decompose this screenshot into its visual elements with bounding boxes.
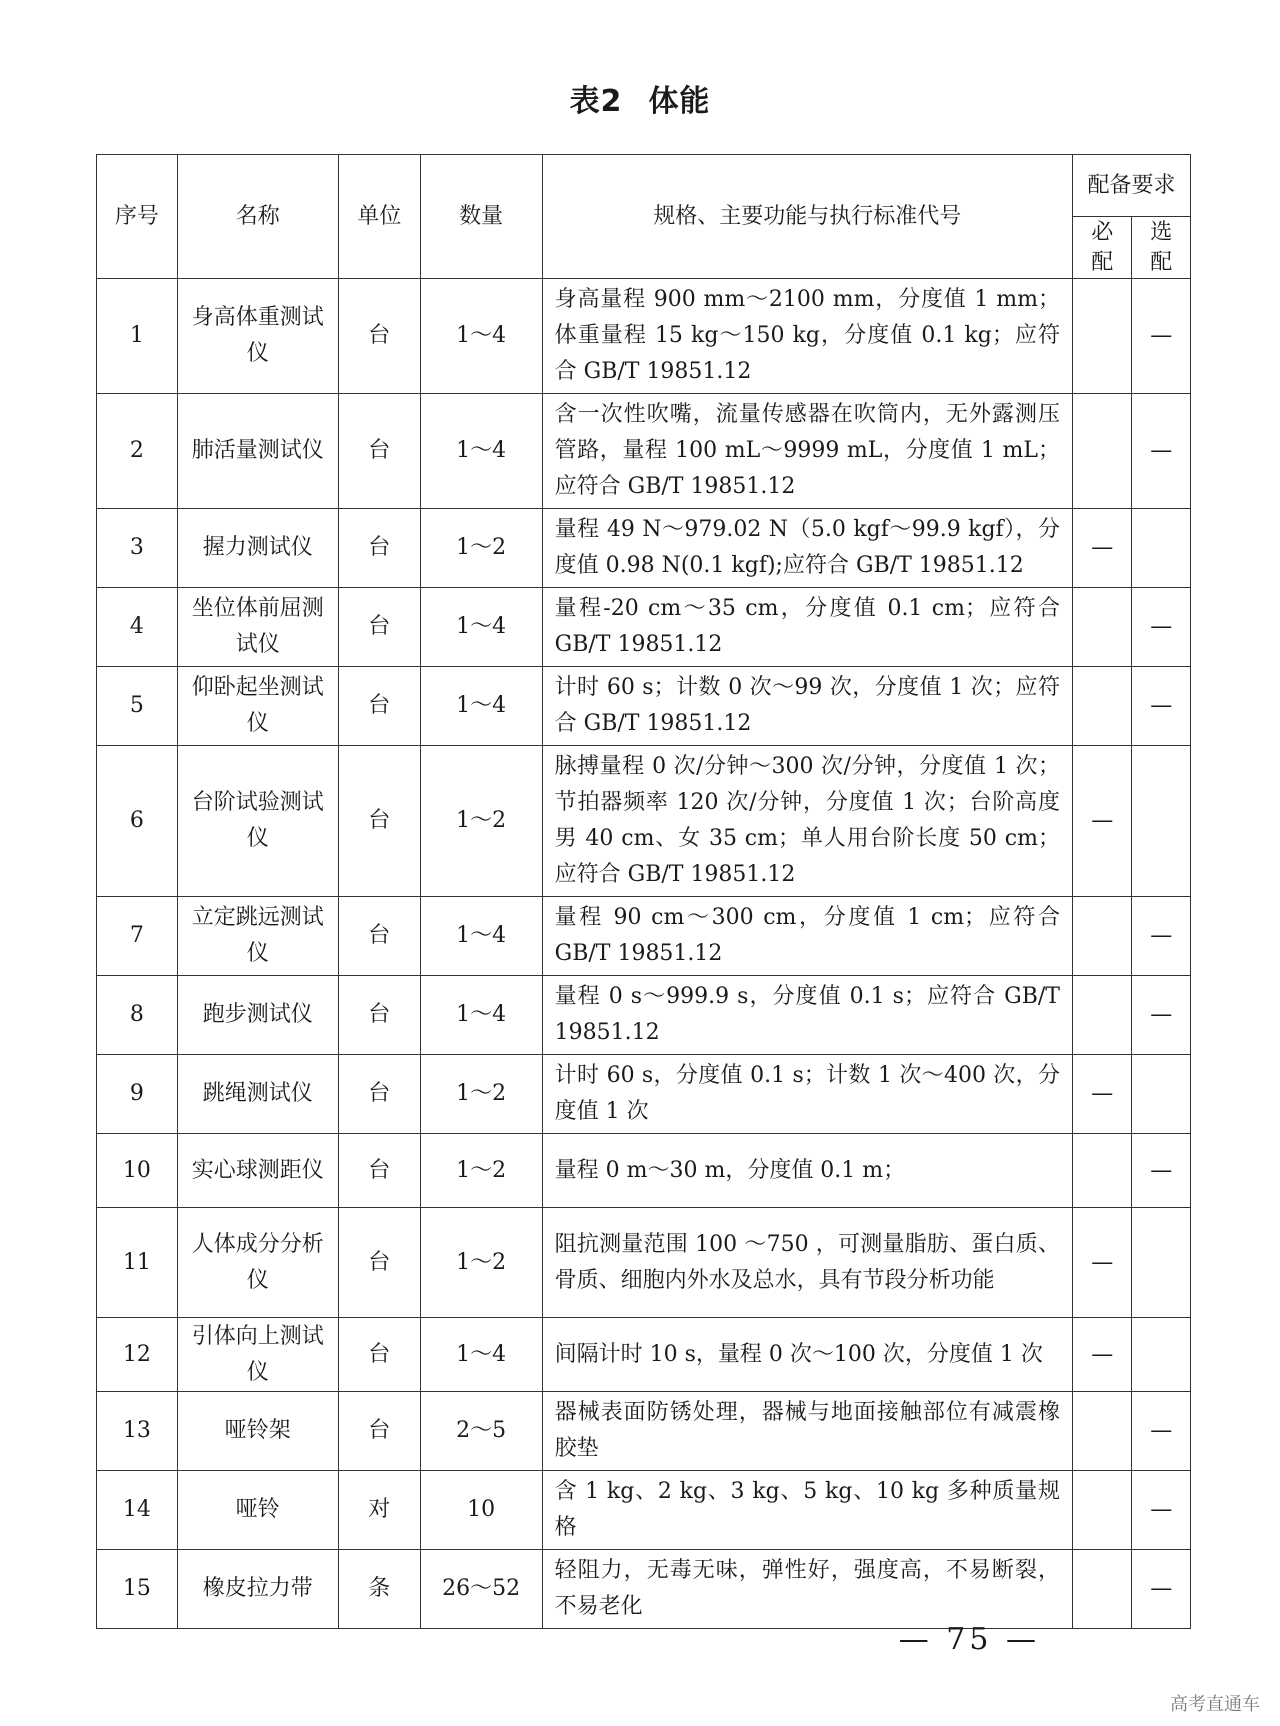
cell-optional	[1132, 746, 1191, 897]
cell-seq: 13	[97, 1392, 178, 1471]
cell-spec: 含一次性吹嘴，流量传感器在吹筒内，无外露测压管路，量程 100 mL～9999 mL，分度值 1 mL；应符合 GB/T 19851.12	[542, 394, 1072, 509]
table-row	[97, 897, 1191, 976]
cell-required	[1072, 1134, 1131, 1208]
table-row	[97, 746, 1191, 897]
cell-qty: 1～4	[420, 1318, 542, 1392]
cell-name: 身高体重测试仪	[177, 279, 338, 394]
cell-name: 肺活量测试仪	[177, 394, 338, 509]
cell-required: —	[1072, 1318, 1131, 1392]
cell-name: 握力测试仪	[177, 509, 338, 588]
cell-seq: 7	[97, 897, 178, 976]
cell-optional: —	[1132, 897, 1191, 976]
cell-optional	[1132, 1318, 1191, 1392]
table-row	[97, 667, 1191, 746]
cell-name: 人体成分分析仪	[177, 1208, 338, 1318]
cell-unit: 台	[338, 1392, 420, 1471]
cell-spec: 器械表面防锈处理，器械与地面接触部位有减震橡胶垫	[542, 1392, 1072, 1471]
cell-qty: 2～5	[420, 1392, 542, 1471]
cell-name: 仰卧起坐测试仪	[177, 667, 338, 746]
table-row	[97, 1550, 1191, 1629]
cell-required: —	[1072, 509, 1131, 588]
header-name: 名称	[177, 155, 338, 279]
cell-unit: 对	[338, 1471, 420, 1550]
cell-optional: —	[1132, 588, 1191, 667]
cell-unit: 台	[338, 976, 420, 1055]
cell-name: 坐位体前屈测试仪	[177, 588, 338, 667]
header-spec: 规格、主要功能与执行标准代号	[542, 155, 1072, 279]
table-name: 体能	[648, 84, 711, 119]
cell-optional	[1132, 1055, 1191, 1134]
cell-seq: 10	[97, 1134, 178, 1208]
cell-name: 台阶试验测试仪	[177, 746, 338, 897]
table-number: 表2	[569, 84, 623, 119]
cell-unit: 台	[338, 588, 420, 667]
cell-qty: 1～4	[420, 976, 542, 1055]
cell-required	[1072, 976, 1131, 1055]
cell-spec: 间隔计时 10 s，量程 0 次～100 次，分度值 1 次	[542, 1318, 1072, 1392]
cell-qty: 1～4	[420, 897, 542, 976]
cell-optional: —	[1132, 667, 1191, 746]
cell-qty: 1～2	[420, 1134, 542, 1208]
cell-spec: 量程 0 s～999.9 s，分度值 0.1 s；应符合 GB/T 19851.12	[542, 976, 1072, 1055]
cell-seq: 2	[97, 394, 178, 509]
cell-unit: 台	[338, 394, 420, 509]
header-optional: 选配	[1132, 217, 1191, 279]
cell-seq: 6	[97, 746, 178, 897]
header-qty: 数量	[420, 155, 542, 279]
cell-seq: 11	[97, 1208, 178, 1318]
cell-unit: 台	[338, 1134, 420, 1208]
cell-qty: 1～4	[420, 588, 542, 667]
table-row	[97, 509, 1191, 588]
cell-unit: 台	[338, 509, 420, 588]
cell-seq: 5	[97, 667, 178, 746]
cell-spec: 脉搏量程 0 次/分钟～300 次/分钟，分度值 1 次；节拍器频率 120 次/分钟，分度值 1 次；台阶高度男 40 cm、女 35 cm；单人用台阶长度 50 cm；应符合 GB/T 19851.12	[542, 746, 1072, 897]
page-number: — 75 —	[898, 1622, 1040, 1657]
cell-optional	[1132, 509, 1191, 588]
cell-qty: 10	[420, 1471, 542, 1550]
cell-seq: 1	[97, 279, 178, 394]
cell-optional: —	[1132, 1134, 1191, 1208]
table-row	[97, 1471, 1191, 1550]
cell-required: —	[1072, 1208, 1131, 1318]
cell-qty: 1～4	[420, 667, 542, 746]
cell-optional: —	[1132, 1471, 1191, 1550]
cell-optional: —	[1132, 394, 1191, 509]
cell-required	[1072, 1471, 1131, 1550]
cell-name: 立定跳远测试仪	[177, 897, 338, 976]
cell-qty: 1～2	[420, 1208, 542, 1318]
cell-optional	[1132, 1208, 1191, 1318]
cell-name: 跳绳测试仪	[177, 1055, 338, 1134]
header-requirement: 配备要求	[1072, 155, 1190, 217]
cell-spec: 阻抗测量范围 100 ～750 ，可测量脂肪、蛋白质、骨质、细胞内外水及总水，具有节段分析功能	[542, 1208, 1072, 1318]
cell-name: 橡皮拉力带	[177, 1550, 338, 1629]
cell-optional: —	[1132, 1392, 1191, 1471]
cell-seq: 15	[97, 1550, 178, 1629]
cell-unit: 台	[338, 897, 420, 976]
cell-seq: 8	[97, 976, 178, 1055]
table-row	[97, 976, 1191, 1055]
equipment-table	[96, 154, 1191, 1629]
cell-required	[1072, 279, 1131, 394]
cell-required	[1072, 1550, 1131, 1629]
cell-spec: 身高量程 900 mm～2100 mm，分度值 1 mm；体重量程 15 kg～150 kg，分度值 0.1 kg；应符合 GB/T 19851.12	[542, 279, 1072, 394]
cell-unit: 台	[338, 279, 420, 394]
cell-required: —	[1072, 1055, 1131, 1134]
cell-required	[1072, 667, 1131, 746]
cell-name: 引体向上测试仪	[177, 1318, 338, 1392]
cell-name: 跑步测试仪	[177, 976, 338, 1055]
watermark: 高考直通车	[1170, 1694, 1260, 1715]
cell-unit: 台	[338, 667, 420, 746]
header-unit: 单位	[338, 155, 420, 279]
cell-required	[1072, 897, 1131, 976]
cell-qty: 26～52	[420, 1550, 542, 1629]
cell-spec: 量程-20 cm～35 cm，分度值 0.1 cm；应符合 GB/T 19851.12	[542, 588, 1072, 667]
table-row	[97, 1134, 1191, 1208]
cell-optional: —	[1132, 1550, 1191, 1629]
cell-spec: 量程 49 N～979.02 N（5.0 kgf～99.9 kgf），分度值 0.98 N(0.1 kgf);应符合 GB/T 19851.12	[542, 509, 1072, 588]
cell-seq: 14	[97, 1471, 178, 1550]
table-row	[97, 279, 1191, 394]
cell-unit: 台	[338, 746, 420, 897]
cell-spec: 量程 90 cm～300 cm，分度值 1 cm；应符合 GB/T 19851.12	[542, 897, 1072, 976]
cell-seq: 12	[97, 1318, 178, 1392]
cell-spec: 轻阻力，无毒无味，弹性好，强度高，不易断裂，不易老化	[542, 1550, 1072, 1629]
table-title	[0, 76, 1280, 120]
cell-seq: 9	[97, 1055, 178, 1134]
cell-unit: 台	[338, 1208, 420, 1318]
cell-qty: 1～4	[420, 394, 542, 509]
cell-spec: 量程 0 m～30 m，分度值 0.1 m；	[542, 1134, 1072, 1208]
cell-name: 实心球测距仪	[177, 1134, 338, 1208]
cell-spec: 含 1 kg、2 kg、3 kg、5 kg、10 kg 多种质量规格	[542, 1471, 1072, 1550]
cell-required	[1072, 1392, 1131, 1471]
table-row	[97, 1055, 1191, 1134]
cell-seq: 3	[97, 509, 178, 588]
header-seq: 序号	[97, 155, 178, 279]
cell-qty: 1～4	[420, 279, 542, 394]
cell-required	[1072, 394, 1131, 509]
cell-optional: —	[1132, 976, 1191, 1055]
cell-seq: 4	[97, 588, 178, 667]
cell-qty: 1～2	[420, 746, 542, 897]
table-row	[97, 588, 1191, 667]
cell-spec: 计时 60 s，分度值 0.1 s；计数 1 次～400 次，分度值 1 次	[542, 1055, 1072, 1134]
cell-qty: 1～2	[420, 509, 542, 588]
cell-qty: 1～2	[420, 1055, 542, 1134]
cell-unit: 台	[338, 1055, 420, 1134]
table-row	[97, 1318, 1191, 1392]
table-row	[97, 394, 1191, 509]
cell-unit: 条	[338, 1550, 420, 1629]
cell-name: 哑铃	[177, 1471, 338, 1550]
cell-name: 哑铃架	[177, 1392, 338, 1471]
cell-spec: 计时 60 s；计数 0 次～99 次，分度值 1 次；应符合 GB/T 19851.12	[542, 667, 1072, 746]
cell-required	[1072, 588, 1131, 667]
header-required: 必配	[1072, 217, 1131, 279]
cell-required: —	[1072, 746, 1131, 897]
cell-unit: 台	[338, 1318, 420, 1392]
table-row	[97, 1392, 1191, 1471]
cell-optional: —	[1132, 279, 1191, 394]
table-row	[97, 1208, 1191, 1318]
